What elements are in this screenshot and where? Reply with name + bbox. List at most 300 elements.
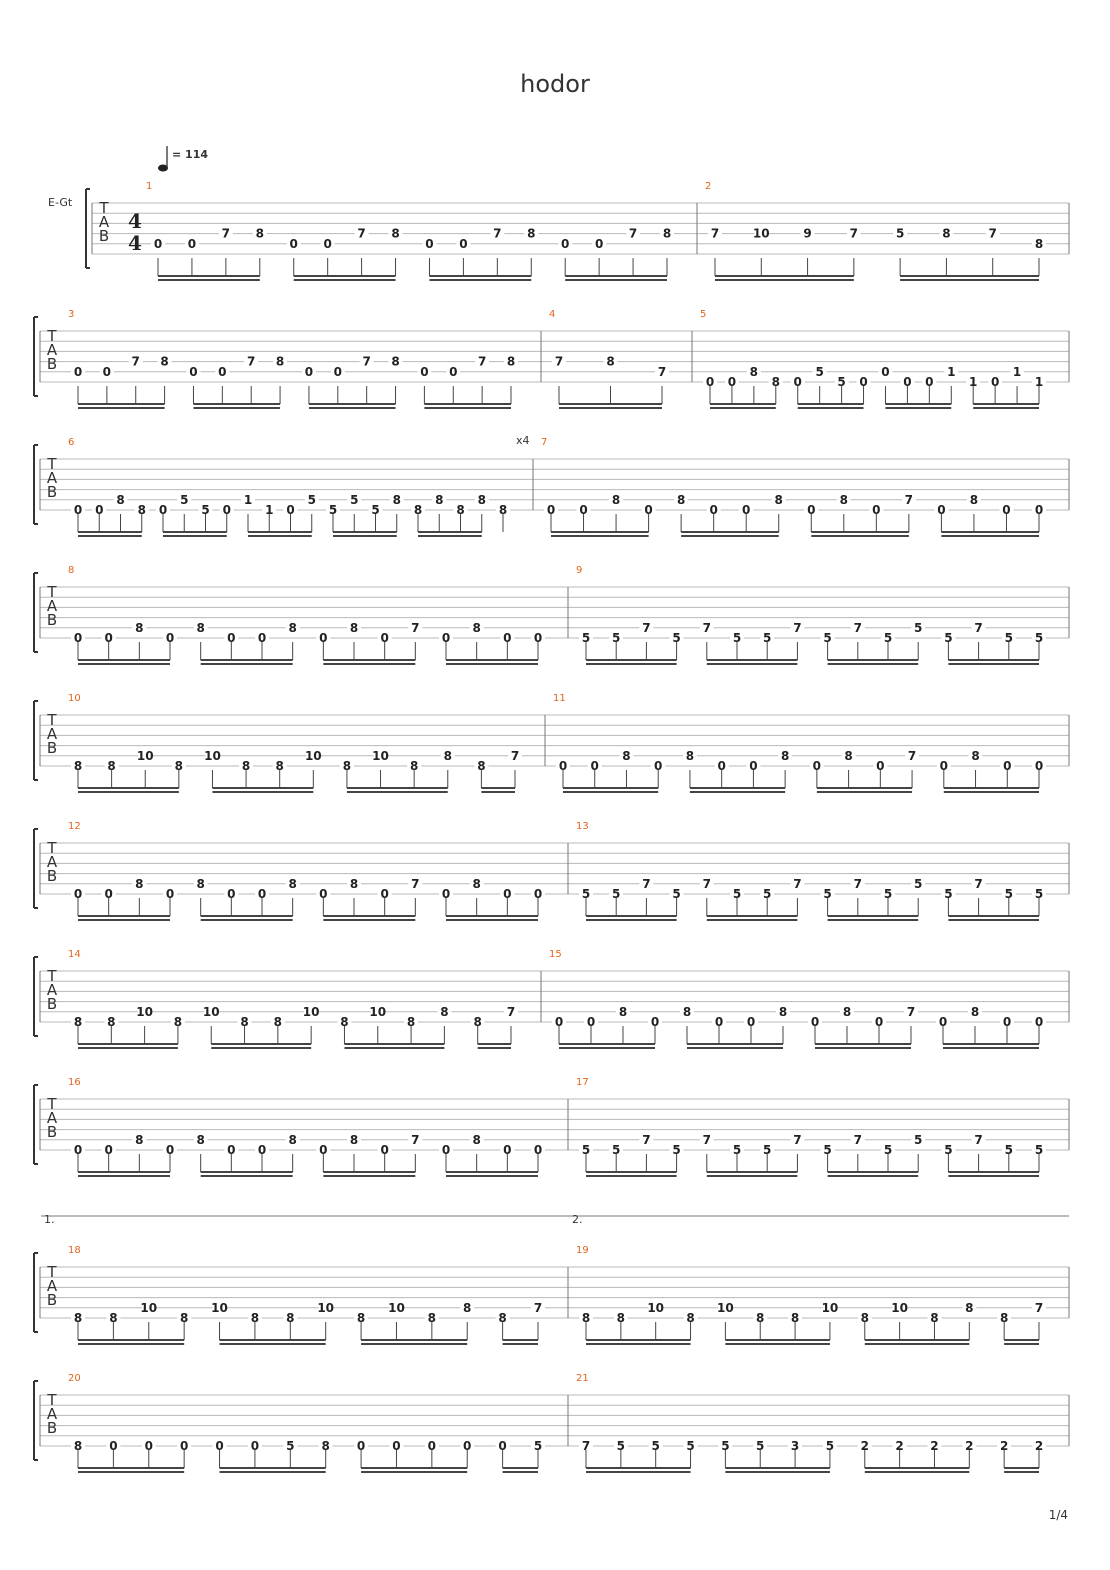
fret-number: 0: [459, 236, 468, 251]
fret-number: 5: [721, 1439, 730, 1453]
fret-number: 0: [319, 887, 328, 901]
fret-number: 8: [275, 759, 284, 773]
fret-number: 8: [413, 503, 423, 517]
fret-number: 0: [533, 1143, 543, 1157]
fret-number: 8: [196, 620, 205, 635]
fret-number: 7: [477, 354, 487, 369]
fret-number: 5: [823, 887, 832, 901]
fret-number: 7: [506, 1004, 516, 1019]
fret-number: 8: [196, 876, 205, 891]
fret-number: 0: [579, 503, 588, 517]
fret-number: 8: [109, 1311, 118, 1325]
fret-number: 0: [222, 503, 231, 517]
fret-number: 7: [793, 1132, 802, 1147]
fret-number: 8: [73, 1311, 83, 1325]
fret-number: 5: [732, 631, 742, 645]
fret-number: 10: [821, 1300, 839, 1315]
system-brace: [34, 1253, 38, 1332]
fret-number: 8: [463, 1300, 472, 1315]
fret-number: 0: [73, 1143, 83, 1157]
ending-2-label: 2.: [572, 1213, 583, 1226]
fret-number: 8: [969, 492, 979, 507]
fret-number: 0: [1034, 1015, 1044, 1029]
tab-clef-letter: T: [47, 455, 57, 473]
fret-number: 0: [380, 887, 389, 901]
fret-number: 0: [749, 759, 758, 773]
measure-number: 7: [541, 437, 548, 448]
fret-number: 8: [778, 1004, 788, 1019]
measure-number: 14: [68, 949, 81, 960]
fret-number: 8: [255, 226, 264, 241]
fret-number: 8: [135, 876, 144, 891]
fret-number: 7: [710, 226, 720, 241]
fret-number: 5: [616, 1439, 626, 1453]
fret-number: 8: [780, 748, 790, 763]
fret-number: 0: [425, 236, 434, 251]
time-signature-top: 4: [128, 209, 142, 233]
fret-number: 0: [427, 1439, 437, 1453]
measure-number: 13: [576, 821, 589, 832]
fret-number: 7: [907, 748, 917, 763]
measure-number: 15: [549, 949, 562, 960]
fret-number: 0: [257, 631, 267, 645]
measure-number: 5: [700, 309, 707, 320]
tab-clef-letter: T: [47, 1263, 57, 1281]
fret-number: 8: [391, 226, 400, 241]
fret-number: 7: [362, 354, 371, 369]
fret-number: 8: [135, 620, 144, 635]
fret-number: 5: [944, 887, 953, 901]
fret-number: 0: [104, 887, 113, 901]
fret-number: 7: [853, 620, 862, 635]
fret-number: 0: [356, 1439, 366, 1453]
system-brace: [34, 573, 38, 652]
tab-clef-letter: A: [46, 341, 58, 359]
fret-number: 8: [349, 620, 359, 635]
fret-number: 8: [275, 354, 285, 369]
tab-clef-letter: A: [46, 597, 58, 615]
fret-number: 8: [116, 492, 125, 507]
system-brace: [34, 317, 38, 396]
fret-number: 8: [288, 620, 297, 635]
fret-number: 0: [165, 1143, 175, 1157]
fret-number: 0: [939, 759, 948, 773]
fret-number: 8: [250, 1311, 260, 1325]
fret-number: 0: [392, 1439, 401, 1453]
fret-number: 7: [554, 354, 564, 369]
fret-number: 8: [506, 354, 516, 369]
fret-number: 5: [825, 1439, 835, 1453]
measure-number: 8: [68, 565, 75, 576]
fret-number: 5: [612, 887, 621, 901]
fret-number: 0: [323, 236, 332, 251]
fret-number: 2: [999, 1439, 1009, 1453]
tab-clef-letter: T: [47, 1095, 57, 1113]
fret-number: 5: [201, 503, 210, 517]
fret-number: 0: [644, 503, 653, 517]
fret-number: 8: [179, 1311, 189, 1325]
fret-number: 0: [1002, 1015, 1012, 1029]
fret-number: 0: [859, 375, 868, 389]
fret-number: 8: [321, 1439, 330, 1453]
fret-number: 8: [682, 1004, 692, 1019]
fret-number: 8: [286, 1311, 295, 1325]
fret-number: 5: [371, 503, 380, 517]
fret-number: 3: [790, 1439, 800, 1453]
tab-clef-letter: A: [46, 725, 58, 743]
tab-clef-letter: T: [99, 199, 109, 217]
fret-number: 7: [702, 1132, 711, 1147]
fret-number: 0: [286, 503, 295, 517]
fret-number: 0: [903, 375, 912, 389]
fret-number: 5: [944, 631, 953, 645]
tab-clef-letter: B: [46, 1291, 58, 1309]
fret-number: 5: [944, 1143, 953, 1157]
fret-number: 8: [160, 354, 169, 369]
fret-number: 0: [218, 364, 227, 379]
measure-number: 16: [68, 1077, 81, 1088]
fret-number: 0: [546, 503, 556, 517]
system-brace: [34, 957, 38, 1036]
system-brace: [34, 1085, 38, 1164]
fret-number: 7: [904, 492, 914, 507]
tab-clef-letter: A: [98, 213, 110, 231]
fret-number: 0: [533, 631, 543, 645]
fret-number: 8: [844, 748, 853, 763]
fret-number: 0: [165, 631, 175, 645]
fret-number: 8: [498, 503, 508, 517]
fret-number: 0: [503, 887, 512, 901]
fret-number: 0: [463, 1439, 472, 1453]
fret-number: 0: [503, 631, 512, 645]
measure-number: 3: [68, 309, 75, 320]
fret-number: 0: [874, 1015, 884, 1029]
fret-number: 1: [969, 375, 978, 389]
fret-number: 8: [173, 1015, 183, 1029]
measure-number: 1: [146, 181, 153, 192]
fret-number: 0: [810, 1015, 820, 1029]
fret-number: 0: [257, 887, 267, 901]
fret-number: 8: [749, 364, 759, 379]
fret-number: 1: [947, 364, 956, 379]
fret-number: 8: [427, 1311, 437, 1325]
fret-number: 8: [1034, 236, 1044, 251]
fret-number: 7: [533, 1300, 543, 1315]
fret-number: 10: [204, 748, 221, 763]
fret-number: 8: [971, 748, 980, 763]
time-signature-bottom: 4: [128, 231, 142, 255]
repeat-count: x4: [516, 434, 530, 447]
fret-number: 8: [839, 492, 848, 507]
fret-number: 7: [510, 748, 520, 763]
fret-number: 10: [140, 1300, 158, 1315]
fret-number: 5: [672, 631, 681, 645]
fret-number: 2: [965, 1439, 974, 1453]
fret-number: 5: [612, 631, 621, 645]
fret-number: 0: [153, 236, 163, 251]
fret-number: 5: [763, 1143, 772, 1157]
fret-number: 0: [1002, 503, 1011, 517]
fret-number: 7: [131, 354, 140, 369]
fret-number: 5: [883, 1143, 893, 1157]
tab-clef-letter: A: [46, 1109, 58, 1127]
fret-number: 0: [533, 887, 543, 901]
fret-number: 8: [498, 1311, 507, 1325]
fret-number: 7: [974, 876, 983, 891]
fret-number: 8: [174, 759, 184, 773]
fret-number: 5: [328, 503, 338, 517]
fret-number: 10: [211, 1300, 228, 1315]
fret-number: 2: [1034, 1439, 1044, 1453]
fret-number: 8: [391, 354, 400, 369]
measure-number: 4: [549, 309, 556, 320]
fret-number: 9: [803, 226, 812, 241]
fret-number: 8: [392, 492, 401, 507]
fret-number: 5: [883, 631, 893, 645]
fret-number: 0: [590, 759, 599, 773]
fret-number: 8: [137, 503, 146, 517]
measure-number: 20: [68, 1373, 81, 1384]
fret-number: 0: [937, 503, 946, 517]
fret-number: 7: [1034, 1300, 1044, 1315]
fret-number: 0: [554, 1015, 564, 1029]
fret-number: 8: [135, 1132, 144, 1147]
tab-clef-letter: B: [46, 739, 58, 757]
fret-number: 0: [449, 364, 458, 379]
fret-number: 0: [938, 1015, 948, 1029]
fret-number: 5: [581, 887, 591, 901]
fret-number: 8: [676, 492, 686, 507]
fret-number: 8: [473, 1015, 482, 1029]
fret-number: 0: [257, 1143, 267, 1157]
fret-number: 0: [158, 503, 168, 517]
fret-number: 7: [974, 1132, 983, 1147]
tab-clef-letter: A: [46, 981, 58, 999]
fret-number: 7: [657, 364, 667, 379]
fret-number: 8: [611, 492, 621, 507]
fret-number: 5: [1034, 631, 1044, 645]
fret-number: 8: [774, 492, 783, 507]
fret-number: 0: [289, 236, 298, 251]
fret-number: 7: [988, 226, 997, 241]
fret-number: 8: [581, 1311, 591, 1325]
fret-number: 8: [443, 748, 452, 763]
fret-number: 5: [883, 887, 893, 901]
fret-number: 0: [727, 375, 737, 389]
fret-number: 8: [349, 1132, 359, 1147]
system-brace: [34, 445, 38, 524]
tab-clef-letter: B: [46, 995, 58, 1013]
tab-clef-letter: A: [46, 469, 58, 487]
fret-number: 8: [349, 876, 359, 891]
fret-number: 8: [342, 759, 352, 773]
measure-number: 9: [576, 565, 583, 576]
fret-number: 8: [73, 1439, 83, 1453]
fret-number: 8: [440, 1004, 449, 1019]
fret-number: 0: [73, 364, 83, 379]
measure-number: 10: [68, 693, 81, 704]
fret-number: 0: [109, 1439, 118, 1453]
measure-number: 19: [576, 1245, 589, 1256]
fret-number: 0: [441, 1143, 451, 1157]
fret-number: 0: [304, 364, 314, 379]
fret-number: 0: [441, 887, 451, 901]
tab-clef-letter: B: [46, 355, 58, 373]
fret-number: 5: [837, 375, 846, 389]
tab-clef-letter: B: [46, 1123, 58, 1141]
fret-number: 5: [180, 492, 189, 507]
tab-clef-letter: T: [47, 1391, 57, 1409]
fret-number: 5: [672, 1143, 681, 1157]
measure-number: 6: [68, 437, 75, 448]
fret-number: 0: [227, 887, 236, 901]
fret-number: 10: [647, 1300, 665, 1315]
fret-number: 0: [95, 503, 104, 517]
fret-number: 8: [790, 1311, 800, 1325]
fret-number: 0: [807, 503, 816, 517]
fret-number: 10: [752, 226, 770, 241]
fret-number: 1: [1012, 364, 1022, 379]
fret-number: 8: [73, 1015, 83, 1029]
measure-number: 12: [68, 821, 81, 832]
fret-number: 8: [686, 1311, 695, 1325]
fret-number: 0: [742, 503, 751, 517]
fret-number: 8: [73, 759, 83, 773]
fret-number: 10: [302, 1004, 320, 1019]
measure-number: 18: [68, 1245, 81, 1256]
fret-number: 0: [189, 364, 198, 379]
fret-number: 0: [872, 503, 881, 517]
fret-number: 7: [906, 1004, 916, 1019]
fret-number: 5: [533, 1439, 543, 1453]
fret-number: 8: [273, 1015, 283, 1029]
fret-number: 5: [914, 620, 923, 635]
fret-number: 2: [895, 1439, 904, 1453]
fret-number: 8: [756, 1311, 765, 1325]
fret-number: 8: [970, 1004, 980, 1019]
fret-number: 5: [307, 492, 316, 507]
fret-number: 0: [876, 759, 885, 773]
fret-number: 8: [616, 1311, 626, 1325]
fret-number: 5: [823, 1143, 832, 1157]
fret-number: 5: [1004, 1143, 1013, 1157]
fret-number: 0: [73, 503, 83, 517]
fret-number: 0: [380, 631, 389, 645]
tab-clef-letter: T: [47, 839, 57, 857]
fret-number: 5: [756, 1439, 765, 1453]
fret-number: 7: [974, 620, 983, 635]
fret-number: 5: [581, 631, 591, 645]
score-title: hodor: [520, 70, 590, 98]
tab-clef-letter: B: [46, 1419, 58, 1437]
fret-number: 7: [642, 876, 651, 891]
system-brace: [86, 189, 90, 268]
fret-number: 0: [705, 375, 715, 389]
fret-number: 8: [662, 226, 672, 241]
measure-number: 2: [705, 181, 712, 192]
tab-clef-letter: A: [46, 1405, 58, 1423]
tab-clef-letter: B: [46, 611, 58, 629]
fret-number: 8: [618, 1004, 628, 1019]
fret-number: 8: [472, 620, 481, 635]
fret-number: 0: [187, 236, 197, 251]
fret-number: 8: [472, 1132, 481, 1147]
tab-clef-letter: A: [46, 853, 58, 871]
fret-number: 0: [561, 236, 570, 251]
fret-number: 8: [288, 1132, 297, 1147]
fret-number: 5: [581, 1143, 591, 1157]
fret-number: 0: [793, 375, 802, 389]
tab-clef-letter: B: [46, 483, 58, 501]
fret-number: 0: [586, 1015, 596, 1029]
fret-number: 0: [179, 1439, 189, 1453]
fret-number: 0: [709, 503, 718, 517]
fret-number: 0: [102, 364, 112, 379]
fret-number: 10: [372, 748, 389, 763]
fret-number: 7: [702, 876, 711, 891]
fret-number: 8: [406, 1015, 416, 1029]
system-brace: [34, 1381, 38, 1460]
fret-number: 8: [842, 1004, 852, 1019]
fret-number: 7: [493, 226, 502, 241]
fret-number: 5: [815, 364, 824, 379]
fret-number: 8: [685, 748, 695, 763]
fret-number: 8: [930, 1311, 939, 1325]
system-brace: [34, 701, 38, 780]
fret-number: 7: [849, 226, 859, 241]
fret-number: 7: [411, 1132, 420, 1147]
fret-number: 10: [317, 1300, 335, 1315]
fret-number: 5: [1004, 631, 1013, 645]
fret-number: 0: [925, 375, 934, 389]
fret-number: 0: [380, 1143, 389, 1157]
fret-number: 10: [717, 1300, 734, 1315]
fret-number: 0: [104, 1143, 113, 1157]
fret-number: 5: [1004, 887, 1013, 901]
fret-number: 5: [732, 887, 742, 901]
fret-number: 8: [356, 1311, 366, 1325]
fret-number: 8: [942, 226, 951, 241]
fret-number: 0: [144, 1439, 153, 1453]
fret-number: 7: [853, 876, 862, 891]
fret-number: 7: [411, 876, 420, 891]
fret-number: 8: [196, 1132, 205, 1147]
fret-number: 1: [265, 503, 274, 517]
instrument-name: E-Gt: [48, 196, 73, 209]
fret-number: 8: [107, 1015, 116, 1029]
fret-number: 7: [793, 876, 802, 891]
fret-number: 0: [215, 1439, 224, 1453]
fret-number: 0: [498, 1439, 507, 1453]
fret-number: 5: [732, 1143, 742, 1157]
fret-number: 8: [771, 375, 780, 389]
fret-number: 0: [227, 631, 236, 645]
fret-number: 8: [435, 492, 444, 507]
fret-number: 5: [686, 1439, 695, 1453]
fret-number: 8: [456, 503, 465, 517]
fret-number: 0: [990, 375, 1000, 389]
fret-number: 1: [243, 492, 253, 507]
fret-number: 0: [714, 1015, 724, 1029]
fret-number: 8: [622, 748, 631, 763]
fret-number: 7: [221, 226, 231, 241]
fret-number: 5: [1034, 1143, 1044, 1157]
fret-number: 0: [319, 631, 328, 645]
ending-1-label: 1.: [44, 1213, 55, 1226]
fret-number: 0: [104, 631, 113, 645]
tab-clef-letter: T: [47, 711, 57, 729]
fret-number: 0: [881, 364, 890, 379]
